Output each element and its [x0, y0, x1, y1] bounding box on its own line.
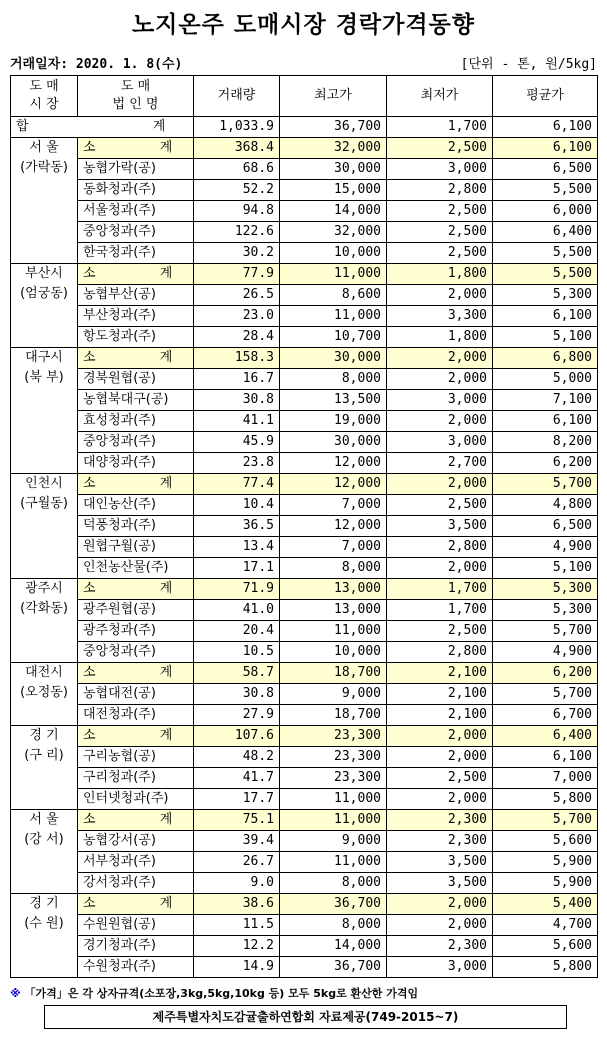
- max-cell: 19,000: [280, 411, 387, 432]
- corp-name: 대양청과(주): [78, 453, 194, 474]
- trade-date: 거래일자: 2020. 1. 8(수): [10, 57, 183, 72]
- corp-name: 서울청과(주): [78, 201, 194, 222]
- table-row: [11, 621, 598, 642]
- corp-name: 강서청과(주): [78, 873, 194, 894]
- max-cell: 10,000: [280, 642, 387, 663]
- table-row: [11, 768, 598, 789]
- volume-cell: 39.4: [194, 831, 280, 852]
- table-row: [11, 873, 598, 894]
- volume-cell: 30.2: [194, 243, 280, 264]
- corp-name: 효성청과(주): [78, 411, 194, 432]
- volume-cell: 45.9: [194, 432, 280, 453]
- avg-cell: 4,800: [493, 495, 598, 516]
- max-cell: 8,600: [280, 285, 387, 306]
- avg-cell: 6,500: [493, 159, 598, 180]
- corp-name: 수원청과(주): [78, 957, 194, 978]
- max-cell: 10,700: [280, 327, 387, 348]
- min-cell: 2,100: [387, 705, 493, 726]
- region-line: (엄궁동): [20, 286, 68, 301]
- table-row: [11, 705, 598, 726]
- corp-name: 농협부산(공): [78, 285, 194, 306]
- subtotal-volume: 158.3: [194, 348, 280, 369]
- volume-cell: 13.4: [194, 537, 280, 558]
- avg-cell: 6,100: [493, 747, 598, 768]
- subtotal-label: 소 계: [78, 663, 194, 684]
- max-cell: 7,000: [280, 537, 387, 558]
- region-line: (각화동): [20, 601, 68, 616]
- avg-cell: 6,500: [493, 516, 598, 537]
- max-cell: 11,000: [280, 852, 387, 873]
- region-line: 인천시: [25, 476, 63, 491]
- total-max: 36,700: [280, 117, 387, 138]
- avg-cell: 5,600: [493, 936, 598, 957]
- table-row: [11, 558, 598, 579]
- table-row: [11, 453, 598, 474]
- max-cell: 9,000: [280, 684, 387, 705]
- min-cell: 2,500: [387, 621, 493, 642]
- corp-name: 대전청과(주): [78, 705, 194, 726]
- volume-cell: 122.6: [194, 222, 280, 243]
- subtotal-volume: 75.1: [194, 810, 280, 831]
- market-region: [11, 138, 78, 264]
- header-max: 최고가: [280, 76, 387, 117]
- volume-cell: 23.8: [194, 453, 280, 474]
- min-cell: 3,000: [387, 432, 493, 453]
- subtotal-label: 소 계: [78, 810, 194, 831]
- subtotal-min: 2,000: [387, 348, 493, 369]
- header-corp: 도 매 법 인 명: [78, 76, 194, 117]
- table-row: [11, 516, 598, 537]
- max-cell: 11,000: [280, 621, 387, 642]
- corp-name: 항도청과(주): [78, 327, 194, 348]
- max-cell: 14,000: [280, 936, 387, 957]
- table-row: [11, 411, 598, 432]
- subtotal-min: 2,000: [387, 474, 493, 495]
- subtotal-max: 18,700: [280, 663, 387, 684]
- subtotal-label: 소 계: [78, 264, 194, 285]
- corp-name: 서부청과(주): [78, 852, 194, 873]
- corp-name: 농협강서(공): [78, 831, 194, 852]
- corp-name: 중앙청과(주): [78, 222, 194, 243]
- table-row: [11, 495, 598, 516]
- subtotal-volume: 368.4: [194, 138, 280, 159]
- avg-cell: 5,900: [493, 852, 598, 873]
- table-row: [11, 201, 598, 222]
- total-row: [11, 117, 598, 138]
- subtotal-label: 소 계: [78, 894, 194, 915]
- subtotal-avg: 5,400: [493, 894, 598, 915]
- min-cell: 2,800: [387, 537, 493, 558]
- min-cell: 2,000: [387, 285, 493, 306]
- subtotal-max: 11,000: [280, 810, 387, 831]
- subtotal-row: [11, 579, 598, 600]
- min-cell: 2,500: [387, 495, 493, 516]
- note-text: 「가격」은 각 상자규격(소포장,3kg,5kg,10kg 등) 모두 5kg로 환산한 가격임: [24, 987, 419, 1000]
- volume-cell: 36.5: [194, 516, 280, 537]
- table-row: [11, 600, 598, 621]
- volume-cell: 41.1: [194, 411, 280, 432]
- subtotal-volume: 58.7: [194, 663, 280, 684]
- max-cell: 36,700: [280, 957, 387, 978]
- subtotal-label: 소 계: [78, 579, 194, 600]
- header-market: 도 매 시 장: [11, 76, 78, 117]
- subtotal-avg: 6,200: [493, 663, 598, 684]
- corp-name: 부산청과(주): [78, 306, 194, 327]
- subtotal-max: 36,700: [280, 894, 387, 915]
- corp-name: 대인농산(주): [78, 495, 194, 516]
- region-line: (구 리): [24, 748, 64, 763]
- min-cell: 2,000: [387, 411, 493, 432]
- subtotal-avg: 5,300: [493, 579, 598, 600]
- volume-cell: 12.2: [194, 936, 280, 957]
- min-cell: 2,500: [387, 768, 493, 789]
- min-cell: 2,500: [387, 222, 493, 243]
- min-cell: 2,000: [387, 558, 493, 579]
- page-title: 노지온주 도매시장 경락가격동향: [131, 12, 476, 38]
- subtotal-label: 소 계: [78, 348, 194, 369]
- subtotal-row: [11, 348, 598, 369]
- avg-cell: 5,700: [493, 621, 598, 642]
- subtotal-max: 12,000: [280, 474, 387, 495]
- avg-cell: 5,600: [493, 831, 598, 852]
- avg-cell: 5,100: [493, 558, 598, 579]
- table-row: [11, 957, 598, 978]
- max-cell: 12,000: [280, 516, 387, 537]
- min-cell: 2,300: [387, 831, 493, 852]
- subtotal-min: 2,300: [387, 810, 493, 831]
- min-cell: 1,800: [387, 327, 493, 348]
- table-row: [11, 390, 598, 411]
- volume-cell: 16.7: [194, 369, 280, 390]
- volume-cell: 94.8: [194, 201, 280, 222]
- table-row: [11, 369, 598, 390]
- min-cell: 2,000: [387, 369, 493, 390]
- subtotal-avg: 5,700: [493, 810, 598, 831]
- region-line: 대구시: [25, 350, 63, 365]
- volume-cell: 30.8: [194, 390, 280, 411]
- avg-cell: 5,500: [493, 243, 598, 264]
- corp-name: 농협가락(공): [78, 159, 194, 180]
- table-row: [11, 642, 598, 663]
- avg-cell: 5,300: [493, 285, 598, 306]
- volume-cell: 20.4: [194, 621, 280, 642]
- max-cell: 12,000: [280, 453, 387, 474]
- subtotal-label: 소 계: [78, 138, 194, 159]
- subtotal-row: [11, 663, 598, 684]
- subtotal-min: 2,100: [387, 663, 493, 684]
- avg-cell: 5,000: [493, 369, 598, 390]
- min-cell: 3,500: [387, 852, 493, 873]
- min-cell: 2,000: [387, 915, 493, 936]
- corp-name: 경북원협(공): [78, 369, 194, 390]
- corp-name: 경기청과(주): [78, 936, 194, 957]
- min-cell: 2,800: [387, 180, 493, 201]
- table-row: [11, 852, 598, 873]
- table-row: [11, 831, 598, 852]
- volume-cell: 17.1: [194, 558, 280, 579]
- max-cell: 32,000: [280, 222, 387, 243]
- region-line: (가락동): [20, 160, 68, 175]
- region-line: (북 부): [24, 370, 64, 385]
- min-cell: 3,000: [387, 390, 493, 411]
- avg-cell: 6,700: [493, 705, 598, 726]
- volume-cell: 27.9: [194, 705, 280, 726]
- volume-cell: 28.4: [194, 327, 280, 348]
- volume-cell: 41.0: [194, 600, 280, 621]
- corp-name: 구리청과(주): [78, 768, 194, 789]
- subtotal-label: 소 계: [78, 474, 194, 495]
- min-cell: 3,000: [387, 159, 493, 180]
- max-cell: 8,000: [280, 915, 387, 936]
- avg-cell: 8,200: [493, 432, 598, 453]
- volume-cell: 26.5: [194, 285, 280, 306]
- avg-cell: 5,700: [493, 684, 598, 705]
- source-box: 제주특별자치도감귤출하연합회 자료제공(749-2015~7): [44, 1005, 567, 1029]
- subtotal-max: 32,000: [280, 138, 387, 159]
- table-row: [11, 936, 598, 957]
- date-bar: [10, 53, 597, 73]
- corp-name: 인천농산물(주): [78, 558, 194, 579]
- header-avg: 평균가: [493, 76, 598, 117]
- subtotal-avg: 6,800: [493, 348, 598, 369]
- table-row: [11, 327, 598, 348]
- header-min: 최저가: [387, 76, 493, 117]
- min-cell: 2,300: [387, 936, 493, 957]
- table-row: [11, 747, 598, 768]
- total-min: 1,700: [387, 117, 493, 138]
- avg-cell: 5,800: [493, 957, 598, 978]
- subtotal-avg: 5,700: [493, 474, 598, 495]
- min-cell: 2,700: [387, 453, 493, 474]
- subtotal-volume: 77.4: [194, 474, 280, 495]
- table-row: [11, 684, 598, 705]
- min-cell: 2,800: [387, 642, 493, 663]
- avg-cell: 4,900: [493, 537, 598, 558]
- subtotal-min: 1,800: [387, 264, 493, 285]
- region-line: 서 울: [29, 812, 59, 827]
- header-volume: 거래량: [194, 76, 280, 117]
- max-cell: 14,000: [280, 201, 387, 222]
- volume-cell: 17.7: [194, 789, 280, 810]
- corp-name: 수원원협(공): [78, 915, 194, 936]
- avg-cell: 5,300: [493, 600, 598, 621]
- max-cell: 30,000: [280, 432, 387, 453]
- max-cell: 23,300: [280, 747, 387, 768]
- corp-name: 구리농협(공): [78, 747, 194, 768]
- min-cell: 3,500: [387, 873, 493, 894]
- footnote: [10, 985, 418, 1001]
- subtotal-row: [11, 894, 598, 915]
- volume-cell: 30.8: [194, 684, 280, 705]
- region-line: 광주시: [25, 581, 63, 596]
- corp-name: 동화청과(주): [78, 180, 194, 201]
- volume-cell: 23.0: [194, 306, 280, 327]
- corp-name: 농협북대구(공): [78, 390, 194, 411]
- max-cell: 15,000: [280, 180, 387, 201]
- region-line: (수 원): [24, 916, 64, 931]
- volume-cell: 10.4: [194, 495, 280, 516]
- subtotal-volume: 38.6: [194, 894, 280, 915]
- market-region: [11, 264, 78, 348]
- avg-cell: 7,000: [493, 768, 598, 789]
- header-row: [11, 76, 598, 117]
- max-cell: 11,000: [280, 306, 387, 327]
- corp-name: 원협구월(공): [78, 537, 194, 558]
- region-line: (강 서): [24, 832, 64, 847]
- subtotal-volume: 71.9: [194, 579, 280, 600]
- avg-cell: 6,100: [493, 411, 598, 432]
- max-cell: 10,000: [280, 243, 387, 264]
- subtotal-avg: 6,100: [493, 138, 598, 159]
- corp-name: 광주청과(주): [78, 621, 194, 642]
- max-cell: 9,000: [280, 831, 387, 852]
- max-cell: 11,000: [280, 789, 387, 810]
- subtotal-row: [11, 474, 598, 495]
- region-line: (오정동): [20, 685, 68, 700]
- subtotal-min: 2,000: [387, 726, 493, 747]
- volume-cell: 52.2: [194, 180, 280, 201]
- corp-name: 중앙청과(주): [78, 432, 194, 453]
- avg-cell: 4,900: [493, 642, 598, 663]
- min-cell: 1,700: [387, 600, 493, 621]
- table-row: [11, 306, 598, 327]
- max-cell: 30,000: [280, 159, 387, 180]
- subtotal-volume: 77.9: [194, 264, 280, 285]
- min-cell: 3,300: [387, 306, 493, 327]
- volume-cell: 14.9: [194, 957, 280, 978]
- max-cell: 13,500: [280, 390, 387, 411]
- corp-name: 인터넷청과(주): [78, 789, 194, 810]
- total-avg: 6,100: [493, 117, 598, 138]
- subtotal-max: 11,000: [280, 264, 387, 285]
- volume-cell: 10.5: [194, 642, 280, 663]
- avg-cell: 4,700: [493, 915, 598, 936]
- avg-cell: 6,100: [493, 306, 598, 327]
- table-row: [11, 789, 598, 810]
- table-row: [11, 915, 598, 936]
- price-table: [10, 75, 598, 978]
- corp-name: 덕풍청과(주): [78, 516, 194, 537]
- table-row: [11, 159, 598, 180]
- avg-cell: 5,900: [493, 873, 598, 894]
- subtotal-max: 13,000: [280, 579, 387, 600]
- subtotal-row: [11, 264, 598, 285]
- subtotal-avg: 5,500: [493, 264, 598, 285]
- volume-cell: 41.7: [194, 768, 280, 789]
- avg-cell: 5,800: [493, 789, 598, 810]
- corp-name: 광주원협(공): [78, 600, 194, 621]
- min-cell: 3,500: [387, 516, 493, 537]
- volume-cell: 26.7: [194, 852, 280, 873]
- region-line: 경 기: [29, 728, 59, 743]
- subtotal-min: 1,700: [387, 579, 493, 600]
- volume-cell: 9.0: [194, 873, 280, 894]
- market-region: [11, 348, 78, 474]
- min-cell: 2,000: [387, 789, 493, 810]
- market-region: [11, 474, 78, 579]
- table-row: [11, 537, 598, 558]
- region-line: 서 울: [29, 140, 59, 155]
- avg-cell: 7,100: [493, 390, 598, 411]
- table-row: [11, 180, 598, 201]
- avg-cell: 6,400: [493, 222, 598, 243]
- max-cell: 8,000: [280, 873, 387, 894]
- subtotal-min: 2,500: [387, 138, 493, 159]
- region-line: 부산시: [25, 266, 63, 281]
- unit-label: [단위 - 톤, 원/5kg]: [460, 57, 597, 72]
- market-region: [11, 663, 78, 726]
- corp-name: 중앙청과(주): [78, 642, 194, 663]
- table-row: [11, 222, 598, 243]
- max-cell: 7,000: [280, 495, 387, 516]
- region-line: (구월동): [20, 496, 68, 511]
- subtotal-row: [11, 138, 598, 159]
- max-cell: 18,700: [280, 705, 387, 726]
- avg-cell: 6,200: [493, 453, 598, 474]
- market-region: [11, 579, 78, 663]
- total-label: 합 계: [11, 117, 194, 138]
- table-row: [11, 432, 598, 453]
- min-cell: 2,100: [387, 684, 493, 705]
- min-cell: 2,000: [387, 747, 493, 768]
- avg-cell: 5,500: [493, 180, 598, 201]
- avg-cell: 5,100: [493, 327, 598, 348]
- min-cell: 2,500: [387, 201, 493, 222]
- subtotal-avg: 6,400: [493, 726, 598, 747]
- volume-cell: 68.6: [194, 159, 280, 180]
- max-cell: 8,000: [280, 558, 387, 579]
- market-region: [11, 810, 78, 894]
- corp-name: 농협대전(공): [78, 684, 194, 705]
- table-row: [11, 243, 598, 264]
- min-cell: 3,000: [387, 957, 493, 978]
- avg-cell: 6,000: [493, 201, 598, 222]
- max-cell: 8,000: [280, 369, 387, 390]
- subtotal-max: 30,000: [280, 348, 387, 369]
- table-row: [11, 285, 598, 306]
- min-cell: 2,500: [387, 243, 493, 264]
- subtotal-min: 2,000: [387, 894, 493, 915]
- market-region: [11, 894, 78, 978]
- total-volume: 1,033.9: [194, 117, 280, 138]
- market-region: [11, 726, 78, 810]
- region-line: 경 기: [29, 896, 59, 911]
- max-cell: 23,300: [280, 768, 387, 789]
- subtotal-label: 소 계: [78, 726, 194, 747]
- region-line: 대전시: [25, 665, 63, 680]
- subtotal-row: [11, 726, 598, 747]
- subtotal-row: [11, 810, 598, 831]
- volume-cell: 48.2: [194, 747, 280, 768]
- corp-name: 한국청과(주): [78, 243, 194, 264]
- subtotal-max: 23,300: [280, 726, 387, 747]
- volume-cell: 11.5: [194, 915, 280, 936]
- note-mark: ※: [10, 987, 21, 1000]
- max-cell: 13,000: [280, 600, 387, 621]
- subtotal-volume: 107.6: [194, 726, 280, 747]
